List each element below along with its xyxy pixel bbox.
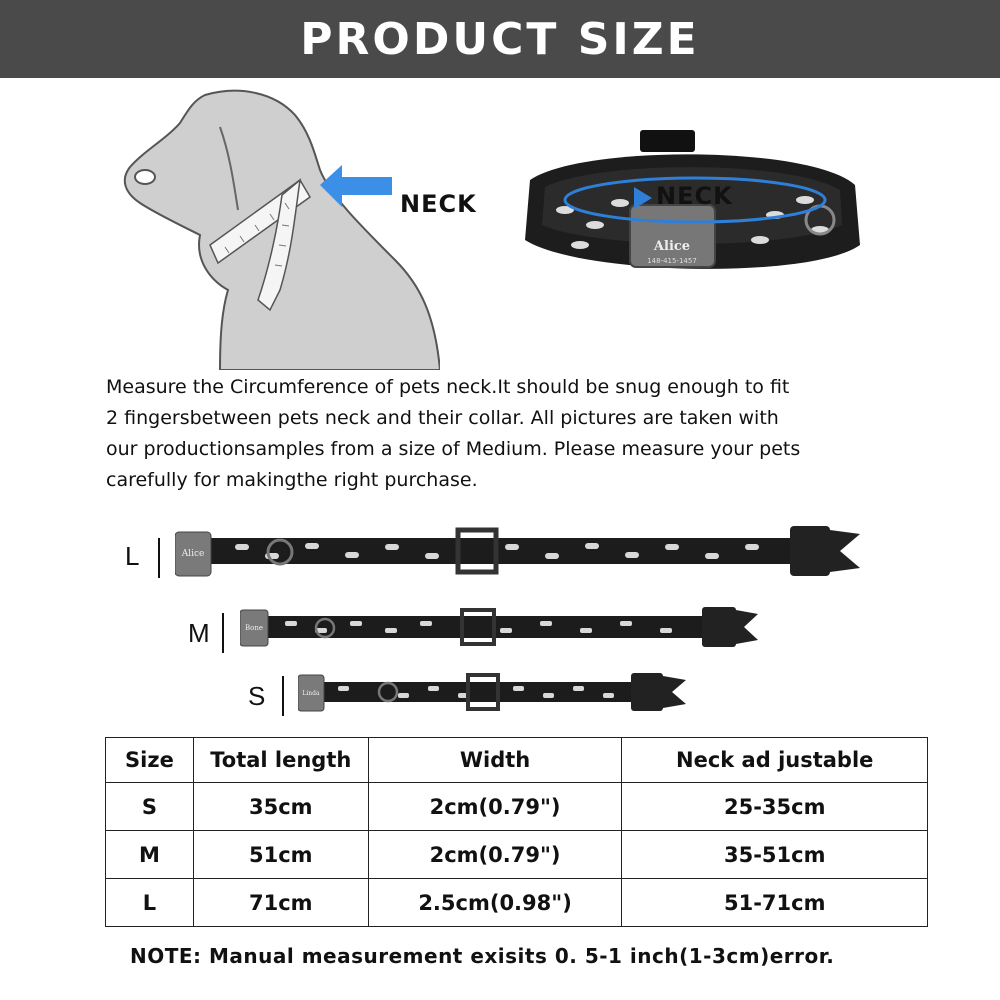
header-neck-adjustable: Neck ad justable — [622, 738, 928, 783]
table-cell: L — [106, 879, 194, 927]
table-cell: 51cm — [193, 831, 368, 879]
table-row — [106, 879, 928, 927]
collar-large-image — [175, 522, 865, 582]
table-cell: 2cm(0.79") — [368, 831, 622, 879]
description-line: our productionsamples from a size of Medium. Please measure your pets — [106, 438, 801, 460]
measurement-note: NOTE: Manual measurement exisits 0. 5-1 inch(1-3cm)error. — [130, 944, 835, 968]
dog-neck-label: NECK — [400, 190, 477, 218]
medium-tag-text: Bone — [244, 624, 264, 632]
description-line: Measure the Circumference of pets neck.It should be snug enough to fit — [106, 376, 790, 398]
size-label-medium: M — [188, 618, 210, 648]
large-tag-text: Alice — [181, 549, 205, 559]
divider — [158, 538, 160, 578]
size-table — [105, 737, 928, 927]
table-header-row — [106, 738, 928, 783]
collar-neck-label: NECK — [656, 182, 733, 210]
table-cell: 35-51cm — [622, 831, 928, 879]
page-title: PRODUCT SIZE — [300, 13, 700, 65]
table-cell: S — [106, 783, 194, 831]
size-label-large: L — [125, 541, 140, 571]
dog-neck-illustration — [110, 85, 440, 370]
collar-medium-image — [240, 604, 760, 652]
measurement-description — [106, 372, 916, 496]
table-cell: 35cm — [193, 783, 368, 831]
table-cell: 51-71cm — [622, 879, 928, 927]
divider — [222, 613, 224, 653]
table-row — [106, 831, 928, 879]
collar-small-image — [298, 669, 690, 717]
tag-phone-text: 148-415-1457 — [647, 257, 697, 265]
table-cell: M — [106, 831, 194, 879]
size-label-small: S — [248, 681, 266, 711]
table-cell: 2.5cm(0.98") — [368, 879, 622, 927]
tag-name-text: Alice — [653, 239, 691, 254]
header-size: Size — [106, 738, 194, 783]
small-tag-text: Linda — [302, 690, 320, 697]
header-banner — [0, 0, 1000, 78]
table-cell: 71cm — [193, 879, 368, 927]
divider — [282, 676, 284, 716]
table-cell: 25-35cm — [622, 783, 928, 831]
table-row — [106, 783, 928, 831]
description-line: 2 fingersbetween pets neck and their collar. All pictures are taken with — [106, 407, 779, 429]
table-cell: 2cm(0.79") — [368, 783, 622, 831]
description-line: carefully for makingthe right purchase. — [106, 469, 478, 491]
header-width: Width — [368, 738, 622, 783]
header-total-length: Total length — [193, 738, 368, 783]
